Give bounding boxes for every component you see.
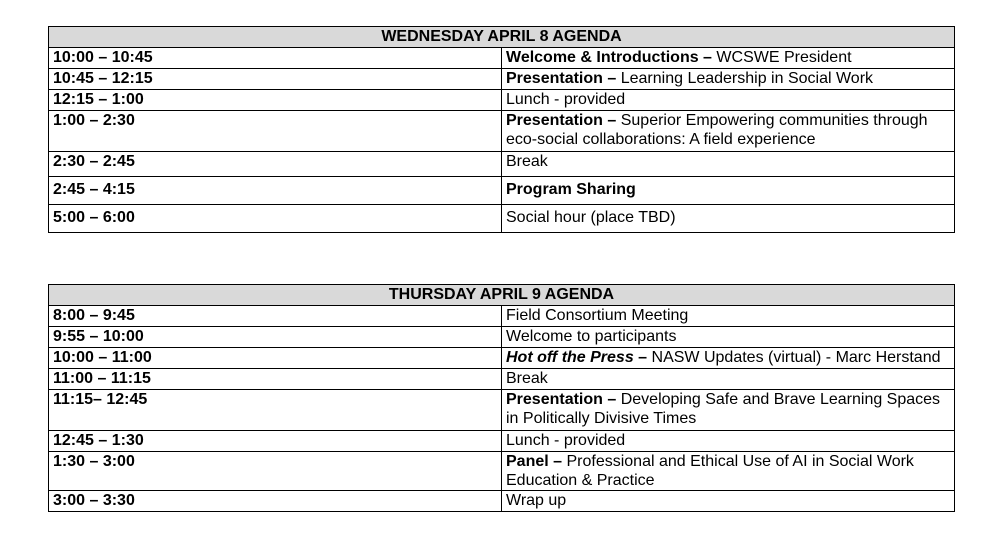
session-lead: Program Sharing — [506, 181, 636, 198]
table-row — [49, 369, 955, 390]
wednesday-agenda-title: WEDNESDAY APRIL 8 AGENDA — [49, 27, 955, 48]
session-description — [502, 369, 955, 390]
table-row — [49, 69, 955, 90]
session-detail: Professional and Ethical Use of AI in Social Work Education & Practice — [506, 453, 914, 489]
session-lead: Panel — [506, 453, 549, 470]
wednesday-agenda-table — [48, 26, 955, 233]
session-description — [502, 348, 955, 369]
table-row — [49, 111, 955, 152]
table-row — [49, 205, 955, 233]
session-description — [502, 390, 955, 431]
table-row — [49, 390, 955, 431]
session-time: 12:45 – 1:30 — [49, 431, 502, 452]
session-description — [502, 205, 955, 233]
session-description — [502, 327, 955, 348]
session-description — [502, 152, 955, 177]
table-row — [49, 452, 955, 491]
session-time: 2:30 – 2:45 — [49, 152, 502, 177]
session-time: 9:55 – 10:00 — [49, 327, 502, 348]
session-lead: Welcome & Introductions — [506, 49, 699, 66]
session-description — [502, 48, 955, 69]
table-row — [49, 348, 955, 369]
session-detail: Lunch - provided — [506, 432, 626, 449]
session-time: 3:00 – 3:30 — [49, 491, 502, 512]
thursday-agenda-title: THURSDAY APRIL 9 AGENDA — [49, 285, 955, 306]
session-description — [502, 177, 955, 205]
session-time: 11:00 – 11:15 — [49, 369, 502, 390]
session-time: 12:15 – 1:00 — [49, 90, 502, 111]
session-time: 5:00 – 6:00 — [49, 205, 502, 233]
session-separator: – — [602, 391, 621, 408]
session-separator: – — [698, 49, 717, 66]
session-detail: Break — [506, 370, 548, 387]
table-row — [49, 90, 955, 111]
session-description — [502, 111, 955, 152]
table-row — [49, 306, 955, 327]
session-detail: Social hour (place TBD) — [506, 209, 676, 226]
session-detail: Field Consortium Meeting — [506, 307, 689, 324]
session-separator: – — [548, 453, 567, 470]
session-detail: Wrap up — [506, 492, 567, 509]
session-lead: Presentation — [506, 70, 603, 87]
session-description — [502, 69, 955, 90]
session-detail: Developing Safe and Brave Learning Spaces in Politically Divisive Times — [506, 391, 941, 427]
table-row — [49, 431, 955, 452]
session-separator: – — [602, 112, 621, 129]
session-description — [502, 452, 955, 491]
session-description — [502, 306, 955, 327]
session-detail: WCSWE President — [716, 49, 852, 66]
session-lead: Hot off the Press — [506, 349, 634, 366]
session-detail: Welcome to participants — [506, 328, 677, 345]
table-row — [49, 327, 955, 348]
session-time: 10:00 – 11:00 — [49, 348, 502, 369]
session-lead: Presentation — [506, 112, 603, 129]
session-separator: – — [602, 70, 621, 87]
session-detail: Break — [506, 153, 548, 170]
session-lead: Presentation — [506, 391, 603, 408]
thursday-agenda-table — [48, 284, 955, 512]
session-time: 2:45 – 4:15 — [49, 177, 502, 205]
session-detail: Superior Empowering communities through eco-social collaborations: A field experience — [506, 112, 928, 148]
table-row — [49, 177, 955, 205]
session-time: 8:00 – 9:45 — [49, 306, 502, 327]
session-description — [502, 491, 955, 512]
session-detail: Lunch - provided — [506, 91, 626, 108]
session-time: 1:30 – 3:00 — [49, 452, 502, 491]
session-separator: – — [633, 349, 652, 366]
session-description — [502, 431, 955, 452]
session-time: 10:45 – 12:15 — [49, 69, 502, 90]
session-time: 1:00 – 2:30 — [49, 111, 502, 152]
session-time: 10:00 – 10:45 — [49, 48, 502, 69]
table-row — [49, 48, 955, 69]
session-time: 11:15– 12:45 — [49, 390, 502, 431]
table-row — [49, 152, 955, 177]
session-detail: Learning Leadership in Social Work — [620, 70, 874, 87]
table-row — [49, 491, 955, 512]
session-detail: NASW Updates (virtual) - Marc Herstand — [651, 349, 941, 366]
session-description — [502, 90, 955, 111]
